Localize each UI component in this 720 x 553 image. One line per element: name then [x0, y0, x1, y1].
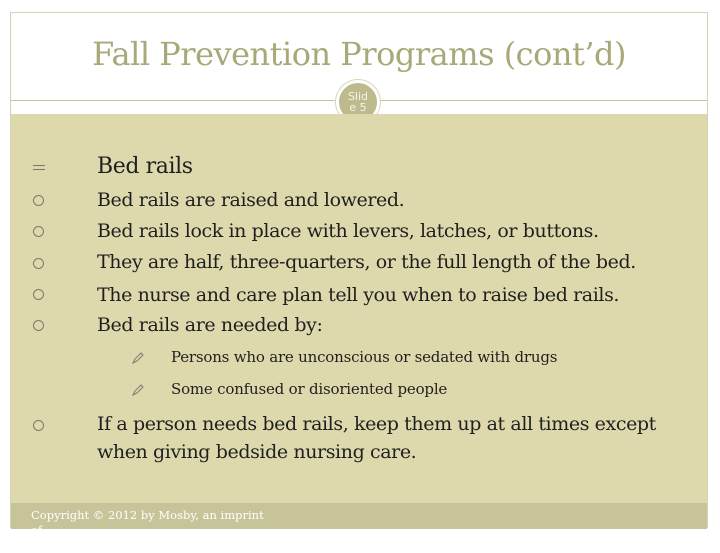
list-item: Bed rails are needed by: — [97, 314, 323, 336]
list-item-line: when giving bedside nursing care. — [97, 441, 417, 463]
list-item: They are half, three-quarters, or the full length of the bed. — [97, 251, 636, 273]
content-area — [11, 114, 707, 514]
slide-title: Fall Prevention Programs (cont’d) — [92, 35, 626, 73]
pencil-icon — [132, 384, 144, 396]
sub-list-item: Persons who are unconscious or sedated with drugs — [171, 348, 558, 366]
bullet-icon — [33, 320, 44, 331]
list-item: Bed rails are raised and lowered. — [97, 189, 405, 211]
slide — [10, 12, 708, 552]
bullet-icon — [33, 289, 44, 300]
sub-list-item: Some confused or disoriented people — [171, 380, 448, 398]
footer-line: Elsevier Inc. All rights reserved. — [31, 538, 220, 552]
bullet-icon — [33, 258, 44, 269]
list-item-line: If a person needs bed rails, keep them up at all times except — [97, 413, 656, 435]
list-icon — [33, 162, 44, 173]
bullet-icon — [33, 195, 44, 206]
heading-item: Bed rails — [97, 154, 193, 179]
list-item: The nurse and care plan tell you when to raise bed rails. — [97, 284, 620, 306]
footer-line: Copyright © 2012 by Mosby, an imprint of — [31, 508, 264, 537]
pencil-icon — [132, 352, 144, 364]
slide-number-text: Slide 5 — [347, 90, 369, 114]
bullet-icon — [33, 226, 44, 237]
copyright-footer — [31, 508, 271, 552]
list-item: Bed rails lock in place with levers, latches, or buttons. — [97, 220, 599, 242]
bullet-icon — [33, 420, 44, 431]
